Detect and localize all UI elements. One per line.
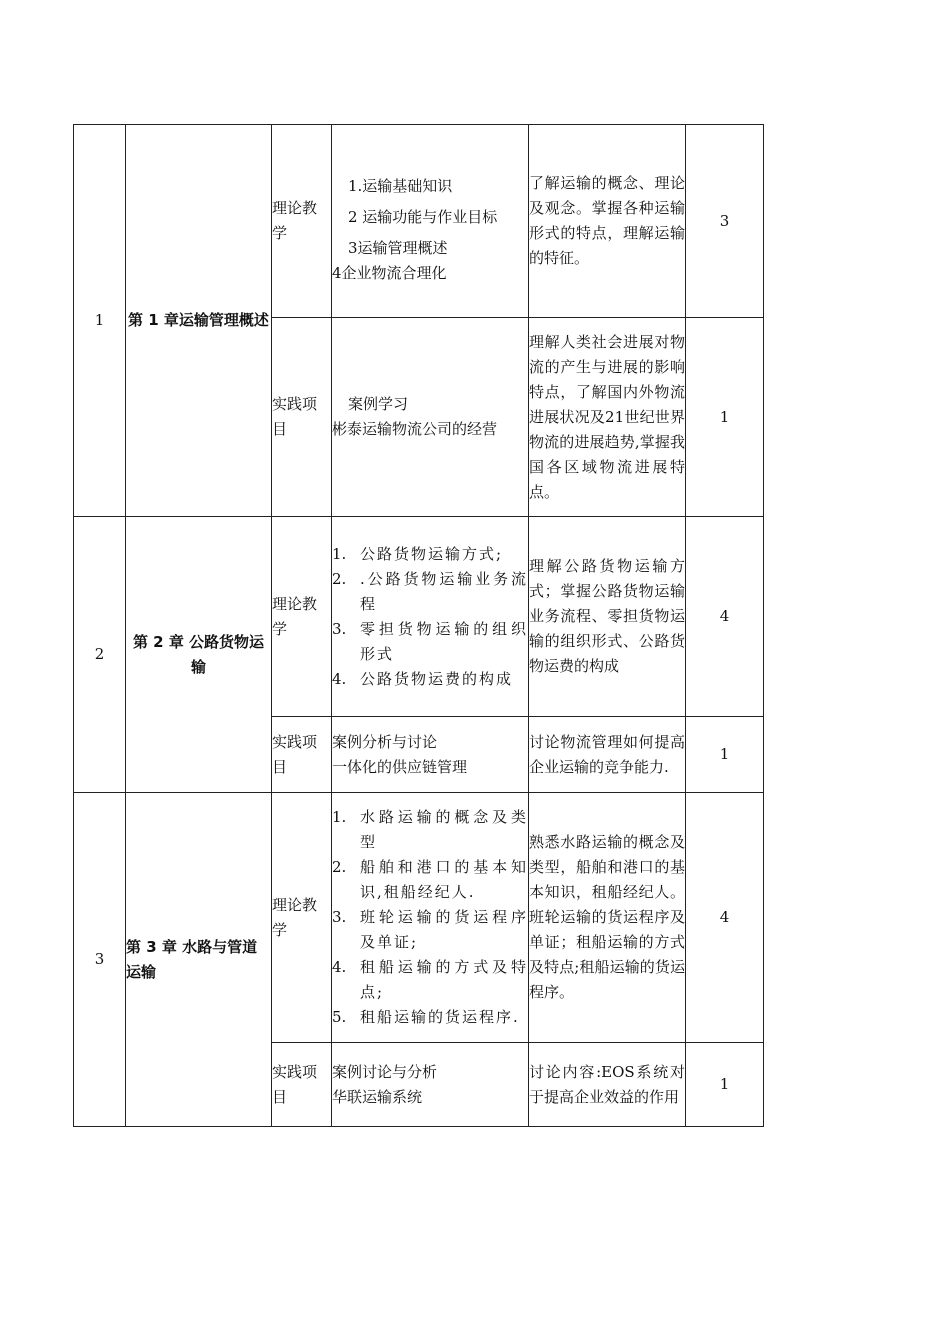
session-type: 实践项目 bbox=[272, 717, 332, 793]
hours: 1 bbox=[686, 1043, 764, 1127]
learning-goal: 讨论物流管理如何提高企业运输的竞争能力. bbox=[529, 717, 686, 793]
chapter-number: 2 bbox=[74, 517, 126, 793]
content-line: 4企业物流合理化 bbox=[332, 264, 447, 282]
session-type: 理论教学 bbox=[272, 125, 332, 318]
content-line: 一体化的供应链管理 bbox=[332, 757, 468, 776]
content-line: 华联运输系统 bbox=[332, 1087, 423, 1106]
session-content bbox=[332, 793, 529, 1043]
learning-goal: 熟悉水路运输的概念及类型，船舶和港口的基本知识，租船经纪人。班轮运输的货运程序及单证；租船运输的方式及特点;租船运输的货运程序。 bbox=[529, 793, 686, 1043]
learning-goal: 理解人类社会进展对物流的产生与进展的影响特点，了解国内外物流进展状况及21世纪世界物流的进展趋势,掌握我国各区域物流进展特点。 bbox=[529, 318, 686, 517]
list-item: 5. 租船运输的货运程序. bbox=[332, 1008, 520, 1026]
learning-goal: 理解公路货物运输方式；掌握公路货物运输业务流程、零担货物运输的组织形式、公路货物运费的构成 bbox=[529, 517, 686, 717]
content-line: 彬泰运输物流公司的经营 bbox=[332, 420, 498, 438]
list-item: 4. 公路货物运费的构成 bbox=[332, 669, 514, 688]
hours: 3 bbox=[686, 125, 764, 318]
list-item: 3. 零担货物运输的组织形式 bbox=[332, 619, 528, 663]
content-line: 案例学习 bbox=[348, 395, 409, 413]
chapter-number: 3 bbox=[74, 793, 126, 1127]
session-type: 理论教学 bbox=[272, 793, 332, 1043]
session-type: 实践项目 bbox=[272, 318, 332, 517]
course-schedule-table bbox=[73, 124, 764, 1127]
chapter-number: 1 bbox=[74, 125, 126, 517]
learning-goal: 讨论内容:EOS系统对于提高企业效益的作用 bbox=[529, 1043, 686, 1127]
list-item: 1. 水路运输的概念及类型 bbox=[332, 808, 528, 851]
chapter-title: 第 3 章 水路与管道运输 bbox=[126, 793, 272, 1127]
table-row bbox=[74, 793, 764, 1043]
list-item: 2. 船舶和港口的基本知识,租船经纪人. bbox=[332, 858, 528, 901]
table-row bbox=[74, 517, 764, 717]
list-item: 4. 租船运输的方式及特点; bbox=[332, 958, 528, 1001]
content-line: 2 运输功能与作业目标 bbox=[348, 208, 498, 226]
learning-goal: 了解运输的概念、理论及观念。掌握各种运输形式的特点，理解运输的特征。 bbox=[529, 125, 686, 318]
hours: 4 bbox=[686, 517, 764, 717]
content-line: 案例讨论与分析 bbox=[332, 1062, 438, 1081]
hours: 1 bbox=[686, 717, 764, 793]
content-line: 3运输管理概述 bbox=[348, 239, 448, 257]
list-item: 3. 班轮运输的货运程序及单证; bbox=[332, 908, 528, 951]
chapter-title: 第 2 章 公路货物运输 bbox=[126, 517, 272, 793]
list-item: 2. .公路货物运输业务流程 bbox=[332, 569, 528, 613]
content-line: 案例分析与讨论 bbox=[332, 732, 438, 751]
session-content bbox=[332, 318, 529, 517]
table-row bbox=[74, 125, 764, 318]
list-item: 1. 公路货物运输方式; bbox=[332, 544, 504, 563]
session-content bbox=[332, 125, 529, 318]
session-type: 实践项目 bbox=[272, 1043, 332, 1127]
chapter-title: 第 1 章运输管理概述 bbox=[126, 125, 272, 517]
session-content bbox=[332, 517, 529, 717]
content-line: 1.运输基础知识 bbox=[348, 177, 453, 195]
hours: 4 bbox=[686, 793, 764, 1043]
hours: 1 bbox=[686, 318, 764, 517]
session-content bbox=[332, 1043, 529, 1127]
session-content bbox=[332, 717, 529, 793]
session-type: 理论教学 bbox=[272, 517, 332, 717]
